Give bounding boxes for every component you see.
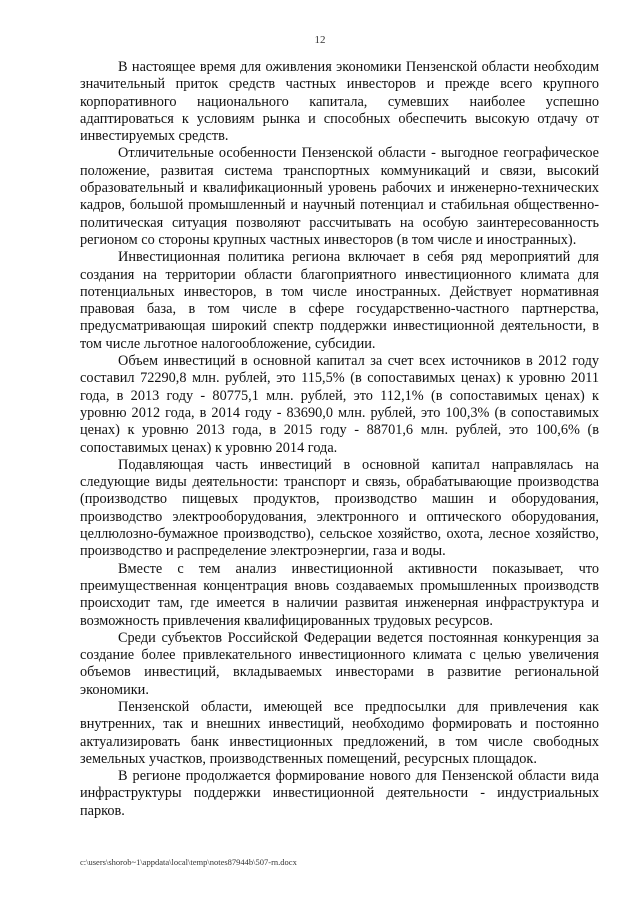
document-body: [80, 59, 599, 820]
paragraph-region-features: Отличительные особенности Пензенской области - выгодное географическое положение, развитая система транспортных коммуникаций и связи, высокий образовательный и квалификационный уровень рабочих и инженерно-технических кадров, большой промышленный и научный потенциал и стабильная общественно-политическая ситуация позволяют рассчитывать на особую заинтересованность регионом со стороны крупных частных инвесторов (в том числе и иностранных).: [80, 145, 599, 248]
paragraph-activity-analysis: Вместе с тем анализ инвестиционной активности показывает, что преимущественная концентрация вновь создаваемых промышленных производств происходит там, где имеется в наличии развитая инженерная инфраструктура и возможность привлечения квалифицированных трудовых ресурсов.: [80, 560, 599, 629]
paragraph-investment-volume: Объем инвестиций в основной капитал за счет всех источников в 2012 году составил 72290,8 млн. рублей, это 115,5% (в сопоставимых ценах) к уровню 2011 года, в 2013 году - 80775,1 млн. рублей, это 112,1% (в сопоставимых ценах) к уровню 2012 года, в 2014 году - 83690,0 млн. рублей, это 100,3% (в сопоставимых ценах) к уровню 2013 года, в 2015 году - 88701,6 млн. рублей, это 100,6% (в сопоставимых ценах) к уровню 2014 года.: [80, 353, 599, 456]
footer-file-path: c:\users\shorob~1\appdata\local\temp\notes87944b\507-rn.docx: [80, 857, 297, 867]
paragraph-industrial-parks: В регионе продолжается формирование нового для Пензенской области вида инфраструктуры поддержки инвестиционной деятельности - индустриальных парков.: [80, 768, 599, 819]
page-number: 12: [314, 34, 326, 46]
paragraph-investment-sectors: Подавляющая часть инвестиций в основной капитал направлялась на следующие виды деятельности: транспорт и связь, обрабатывающие производства (производство пищевых продуктов, производство машин и оборудования, производство электрооборудования, электронного и оптического оборудования, целлюлозно-бумажное производство), сельское хозяйство, охота, лесное хозяйство, производство и распределение электроэнергии, газа и воды.: [80, 456, 599, 560]
paragraph-competition: Среди субъектов Российской Федерации ведется постоянная конкуренция за создание более привлекательного инвестиционного климата с целью увеличения объемов инвестиций, вкладываемых инвесторами в развитие региональной экономики.: [80, 629, 599, 698]
paragraph-investment-policy: Инвестиционная политика региона включает в себя ряд мероприятий для создания на территории области благоприятного инвестиционного климата для потенциальных инвесторов, в том числе иностранных. Действует нормативная правовая база, в том числе в сфере государственно-частного партнерства, предусматривающая широкий спектр поддержки инвестиционной деятельности, в том числе льготное налогообложение, субсидии.: [80, 249, 599, 352]
paragraph-investors-need: В настоящее время для оживления экономики Пензенской области необходим значительный приток средств частных инвесторов и прежде всего крупного корпоративного национального капитала, сумевших наиболее успешно адаптироваться к условиям рынка и способных обеспечить высокую отдачу от инвестируемых средств.: [80, 59, 599, 145]
paragraph-investment-bank: Пензенской области, имеющей все предпосылки для привлечения как внутренних, так и внешних инвестиций, необходимо формировать и постоянно актуализировать банк инвестиционных предложений, в том числе свободных земельных участков, производственных помещений, ресурсных площадок.: [80, 698, 599, 767]
